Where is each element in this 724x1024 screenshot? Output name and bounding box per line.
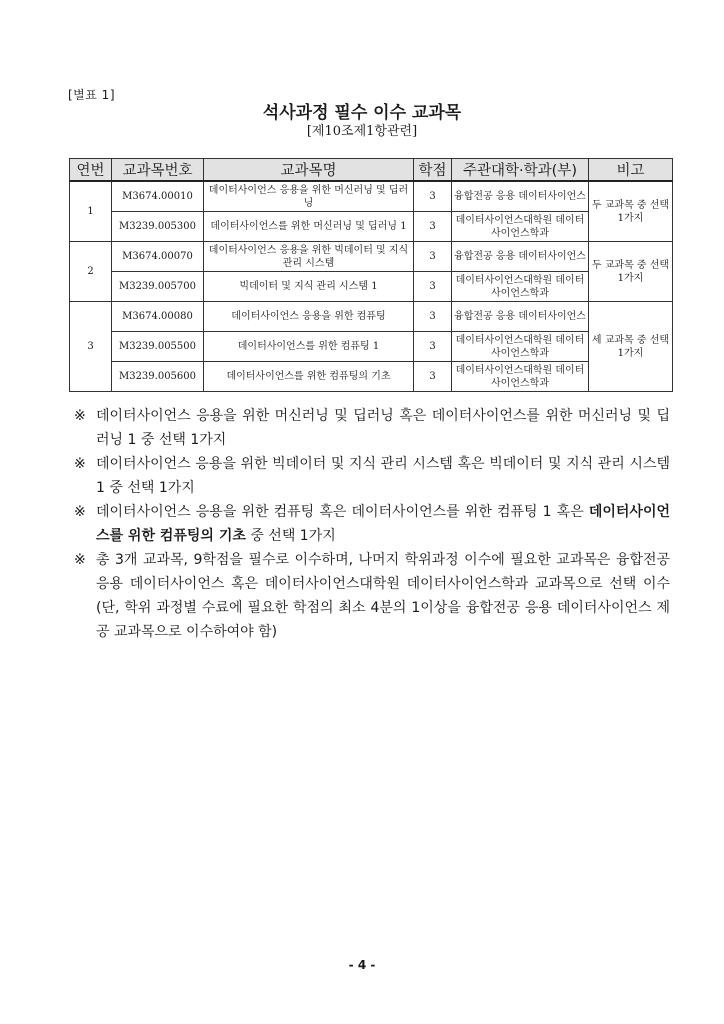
page-title: 석사과정 필수 이수 교과목 [262, 103, 462, 123]
course-name: 빅데이터 및 지식 관리 시스템 1 [204, 272, 414, 302]
header-no: 연번 [70, 159, 112, 182]
course-dept: 데이터사이언스대학원 데이터사이언스학과 [452, 332, 589, 362]
note-item [74, 500, 670, 548]
reference-mark: ※ [74, 456, 86, 472]
table-row [70, 302, 673, 332]
course-credits: 3 [414, 362, 452, 392]
note-item [74, 404, 670, 452]
page-subtitle: [제10조제1항관련] [306, 124, 418, 139]
course-credits: 3 [414, 212, 452, 242]
course-dept: 융합전공 응용 데이터사이언스 [452, 242, 589, 272]
note-text-emphasis: 데이터사이언스를 위한 컴퓨팅의 기초 [96, 504, 670, 544]
course-credits: 3 [414, 332, 452, 362]
reference-mark: ※ [74, 504, 86, 520]
note-text: 총 3개 교과목, 9학점을 필수로 이수하며, 나머지 학위과정 이수에 필요한 교과목은 융합전공 응용 데이터사이언스 혹은 데이터사이언스대학원 데이터사이언스학과 교과목으로 선택 이수(단, 학위 과정별 수료에 필요한 학점의 최소 4분의 1이상을 융합전공 응용 데이터사이언스 제공 교과목으로 이수하여야 함) [96, 552, 670, 640]
header-code: 교과목번호 [112, 159, 204, 182]
table-row [70, 181, 673, 212]
course-code: M3674.00010 [112, 181, 204, 212]
course-dept: 융합전공 응용 데이터사이언스 [452, 302, 589, 332]
page-number: - 4 - [348, 958, 376, 972]
course-credits: 3 [414, 302, 452, 332]
course-name: 데이터사이언스 응용을 위한 빅데이터 및 지식 관리 시스템 [204, 242, 414, 272]
course-dept: 데이터사이언스대학원 데이터사이언스학과 [452, 362, 589, 392]
table-row [70, 242, 673, 272]
group-number: 1 [70, 181, 112, 242]
course-dept: 융합전공 응용 데이터사이언스 [452, 181, 589, 212]
note-item [74, 548, 670, 644]
group-note: 두 교과목 중 선택 1가지 [589, 242, 673, 302]
header-credits: 학점 [414, 159, 452, 182]
course-credits: 3 [414, 242, 452, 272]
note-text: 데이터사이언스 응용을 위한 컴퓨팅 혹은 데이터사이언스를 위한 컴퓨팅 1 혹은 [96, 504, 584, 520]
note-text: 데이터사이언스 응용을 위한 머신러닝 및 딥러닝 혹은 데이터사이언스를 위한 머신러닝 및 딥러닝 1 중 선택 1가지 [96, 408, 670, 448]
header-note: 비고 [589, 159, 673, 182]
required-courses-table [69, 158, 673, 392]
course-name: 데이터사이언스를 위한 컴퓨팅 1 [204, 332, 414, 362]
course-name: 데이터사이언스를 위한 머신러닝 및 딥러닝 1 [204, 212, 414, 242]
note-item [74, 452, 670, 500]
course-code: M3239.005600 [112, 362, 204, 392]
notes-section [74, 404, 670, 644]
header-name: 교과목명 [204, 159, 414, 182]
group-number: 3 [70, 302, 112, 392]
note-text: 중 선택 1가지 [250, 528, 336, 544]
course-name: 데이터사이언스 응용을 위한 머신러닝 및 딥러닝 [204, 181, 414, 212]
course-credits: 3 [414, 272, 452, 302]
course-code: M3239.005300 [112, 212, 204, 242]
group-note: 세 교과목 중 선택 1가지 [589, 302, 673, 392]
course-code: M3674.00070 [112, 242, 204, 272]
table-row [70, 212, 673, 242]
group-number: 2 [70, 242, 112, 302]
annex-label: [별표 1] [68, 88, 115, 102]
course-dept: 데이터사이언스대학원 데이터사이언스학과 [452, 212, 589, 242]
table-header-row [70, 159, 673, 182]
course-credits: 3 [414, 181, 452, 212]
course-code: M3239.005500 [112, 332, 204, 362]
course-code: M3239.005700 [112, 272, 204, 302]
header-dept: 주관대학·학과(부) [452, 159, 589, 182]
group-note: 두 교과목 중 선택 1가지 [589, 181, 673, 242]
reference-mark: ※ [74, 408, 86, 424]
table-row [70, 272, 673, 302]
table-row [70, 362, 673, 392]
note-text: 데이터사이언스 응용을 위한 빅데이터 및 지식 관리 시스템 혹은 빅데이터 및 지식 관리 시스템 1 중 선택 1가지 [96, 456, 670, 496]
course-dept: 데이터사이언스대학원 데이터사이언스학과 [452, 272, 589, 302]
reference-mark: ※ [74, 552, 86, 568]
course-code: M3674.00080 [112, 302, 204, 332]
course-name: 데이터사이언스를 위한 컴퓨팅의 기초 [204, 362, 414, 392]
course-name: 데이터사이언스 응용을 위한 컴퓨팅 [204, 302, 414, 332]
table-row [70, 332, 673, 362]
